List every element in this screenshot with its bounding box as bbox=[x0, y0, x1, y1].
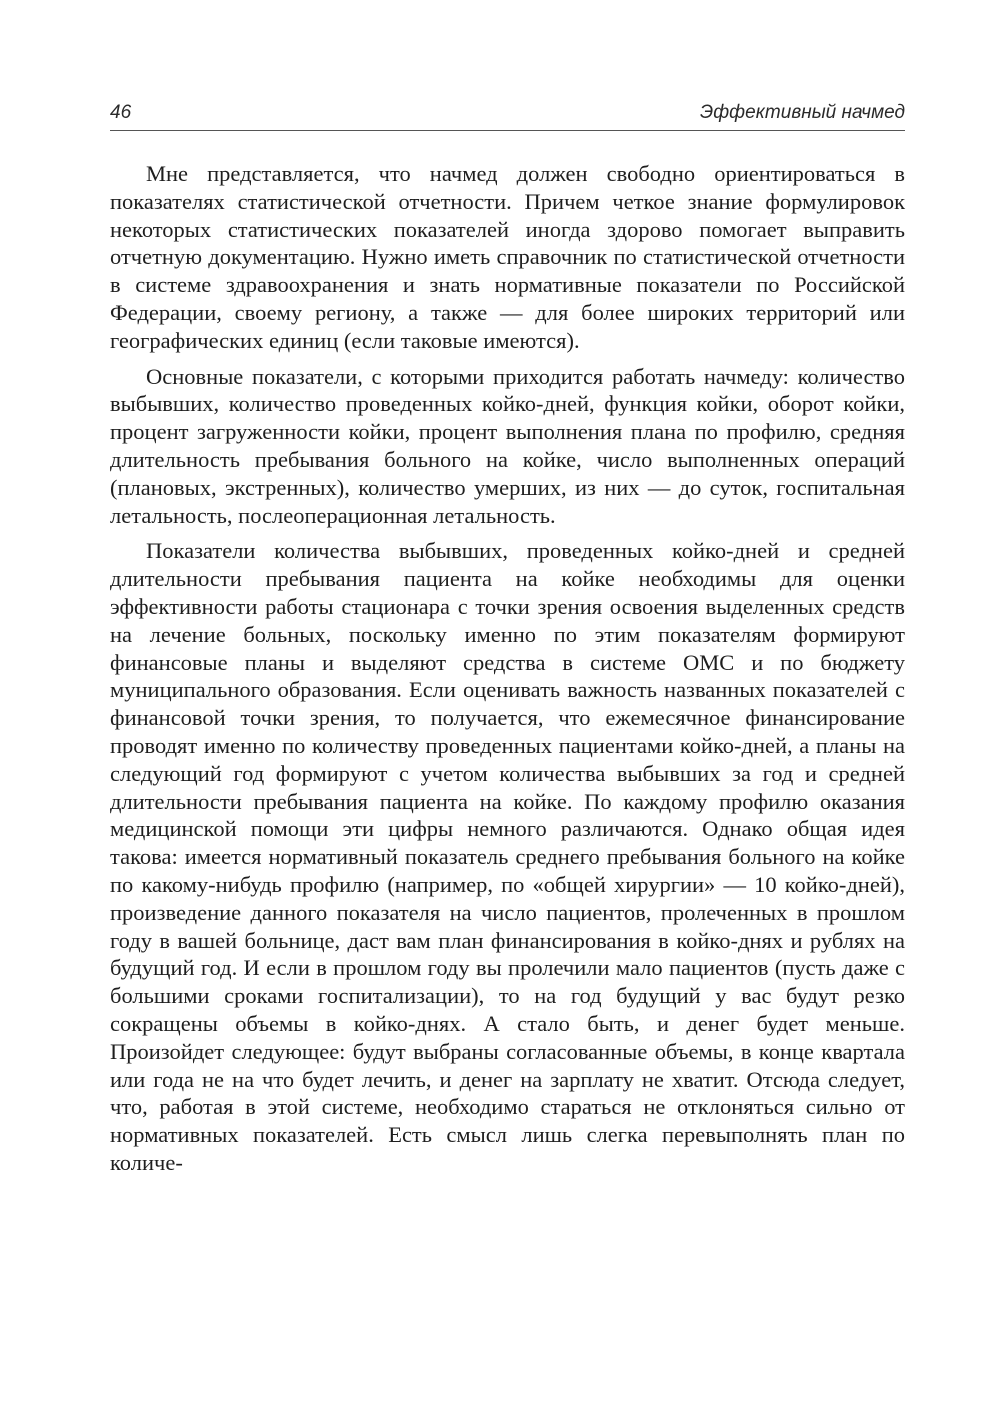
paragraph: Мне представляется, что начмед должен свободно ориентироваться в показателях статистической отчетности. Причем четкое знание формулировок некоторых статистических показателей иногда здорово помогает выправить отчетную документацию. Нужно иметь справочник по статистической отчетности в системе здравоохранения и знать нормативные показатели по Российской Федерации, своему региону, а также — для более широких территорий или географических единиц (если таковые имеются). bbox=[110, 161, 905, 353]
book-title: Эффективный начмед bbox=[700, 102, 905, 123]
paragraph: Основные показатели, с которыми приходится работать начмеду: количество выбывших, количество проведенных койко-дней, функция койки, оборот койки, процент загруженности койки, процент выполнения плана по профилю, средняя длительность пребывания больного на койке, число выполненных операций (плановых, экстренных), количество умерших, из них — до суток, госпитальная летальность, послеоперационная летальность. bbox=[110, 363, 905, 528]
running-header bbox=[110, 100, 905, 131]
paragraph: Показатели количества выбывших, проведенных койко-дней и средней длительности пребывания пациента на койке необходимы для оценки эффективности работы стационара с точки зрения освоения выделенных средств на лечение больных, поскольку именно по этим показателям формируют финансовые планы и выделяют средства в системе ОМС и по бюджету муниципального образования. Если оценивать важность названных показателей с финансовой точки зрения, то получается, что ежемесячное финансирование проводят именно по количеству проведенных пациентами койко-дней, а планы на следующий год формируют с учетом количества выбывших за год и средней длительности пребывания пациента на койке. По каждому профилю оказания медицинской помощи эти цифры немного различаются. Однако общая идея такова: имеется нормативный показатель среднего пребывания больного на койке по какому-нибудь профилю (например, по «общей хирургии» — 10 койко-дней), произведение данного показателя на число пациентов, пролеченных в прошлом году в вашей больнице, даст вам план финансирования в койко-днях и рублях на будущий год. И если в прошлом году вы пролечили мало пациентов (пусть даже с большими сроками госпитализации), то на год будущий у вас будут резко сокращены объемы в койко-днях. А стало быть, и денег будет меньше. Произойдет следующее: будут выбраны согласованные объемы, в конце квартала или года не на что будет лечить, и денег на зарплату не хватит. Отсюда следует, что, работая в этой системе, необходимо стараться не отклоняться сильно от нормативных показателей. Есть смысл лишь слегка перевыполнять план по количе- bbox=[110, 538, 905, 1175]
body-text bbox=[110, 160, 905, 1177]
page-number: 46 bbox=[110, 102, 132, 123]
